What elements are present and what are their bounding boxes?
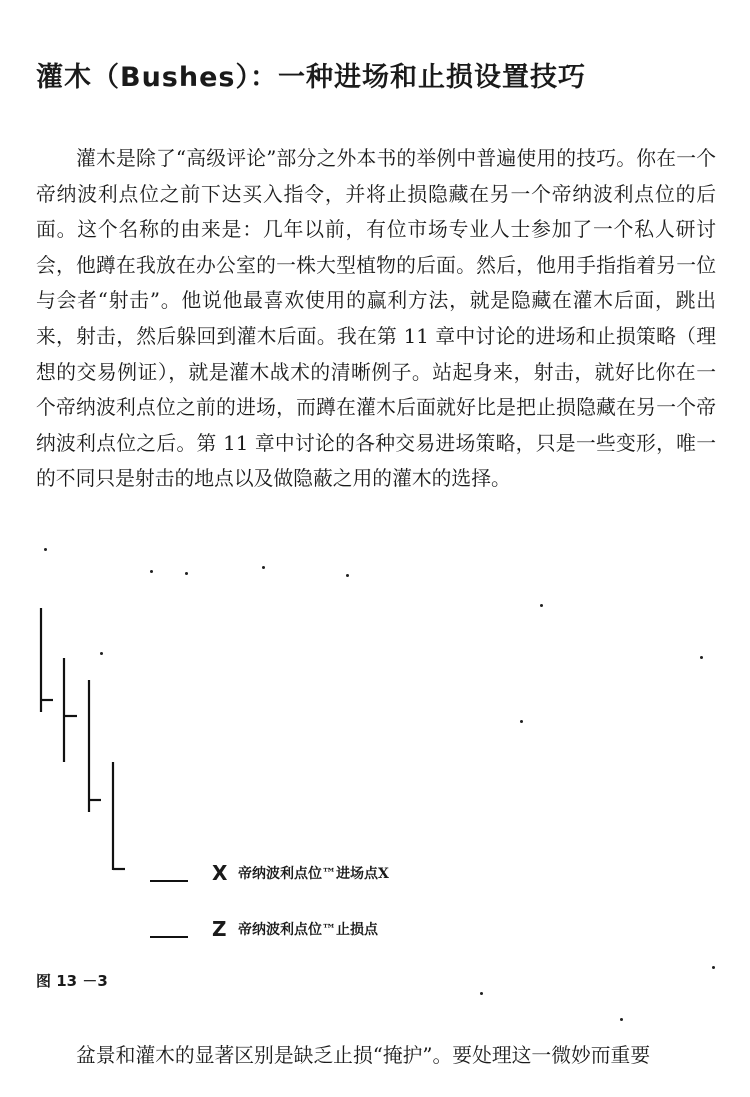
legend-entry-z: [150, 914, 378, 944]
legend-text-z: 帝纳波利点位™止损点: [238, 922, 378, 938]
scan-speck: [712, 966, 715, 969]
scan-speck: [520, 720, 523, 723]
section-title: 灌木（Bushes）：一种进场和止损设置技巧: [36, 62, 586, 93]
body-paragraph-1: 灌木是除了“高级评论”部分之外本书的举例中普遍使用的技巧。你在一个帝纳波利点位之前下达买入指令，并将止损隐藏在另一个帝纳波利点位的后面。这个名称的由来是：几年以前，有位市场专业人士参加了一个私人研讨会，他蹲在我放在办公室的一株大型植物的后面。然后，他用手指指着另一位与会者“射击”。他说他最喜欢使用的赢利方法，就是隐藏在灌木后面，跳出来，射击，然后躲回到灌木后面。我在第 11 章中讨论的进场和止损策略（理想的交易例证），就是灌木战术的清晰例子。站起身来，射击，就好比你在一个帝纳波利点位之前的进场，而蹲在灌木后面就好比是把止损隐藏在另一个帝纳波利点位之后。第 11 章中讨论的各种交易进场策略，只是一些变形，唯一的不同只是射击的地点以及做隐蔽之用的灌木的选择。: [36, 147, 716, 491]
scan-speck: [346, 574, 349, 577]
scan-speck: [150, 570, 153, 573]
scan-speck: [44, 548, 47, 551]
figure-caption: 图 13 －3: [36, 972, 108, 990]
price-bars-figure: [0, 590, 750, 890]
price-bar-4: [113, 762, 125, 870]
legend-letter-z: Z: [212, 917, 227, 941]
stop-level-line: [150, 936, 188, 938]
scan-speck: [700, 656, 703, 659]
entry-level-line: [150, 880, 188, 882]
body-paragraph-2: 盆景和灌木的显著区别是缺乏止损“掩护”。要处理这一微妙而重要: [76, 1044, 651, 1067]
scan-speck: [262, 566, 265, 569]
price-bar-3: [89, 680, 101, 812]
scan-speck: [480, 992, 483, 995]
price-bar-1: [41, 608, 53, 712]
scan-speck: [185, 572, 188, 575]
legend-text-x: 帝纳波利点位™进场点X: [238, 866, 389, 882]
price-bar-2: [64, 658, 77, 762]
scan-speck: [540, 604, 543, 607]
legend-letter-x: X: [212, 861, 228, 885]
scan-speck: [100, 652, 103, 655]
legend-entry-x: [150, 858, 389, 888]
scan-speck: [620, 1018, 623, 1021]
